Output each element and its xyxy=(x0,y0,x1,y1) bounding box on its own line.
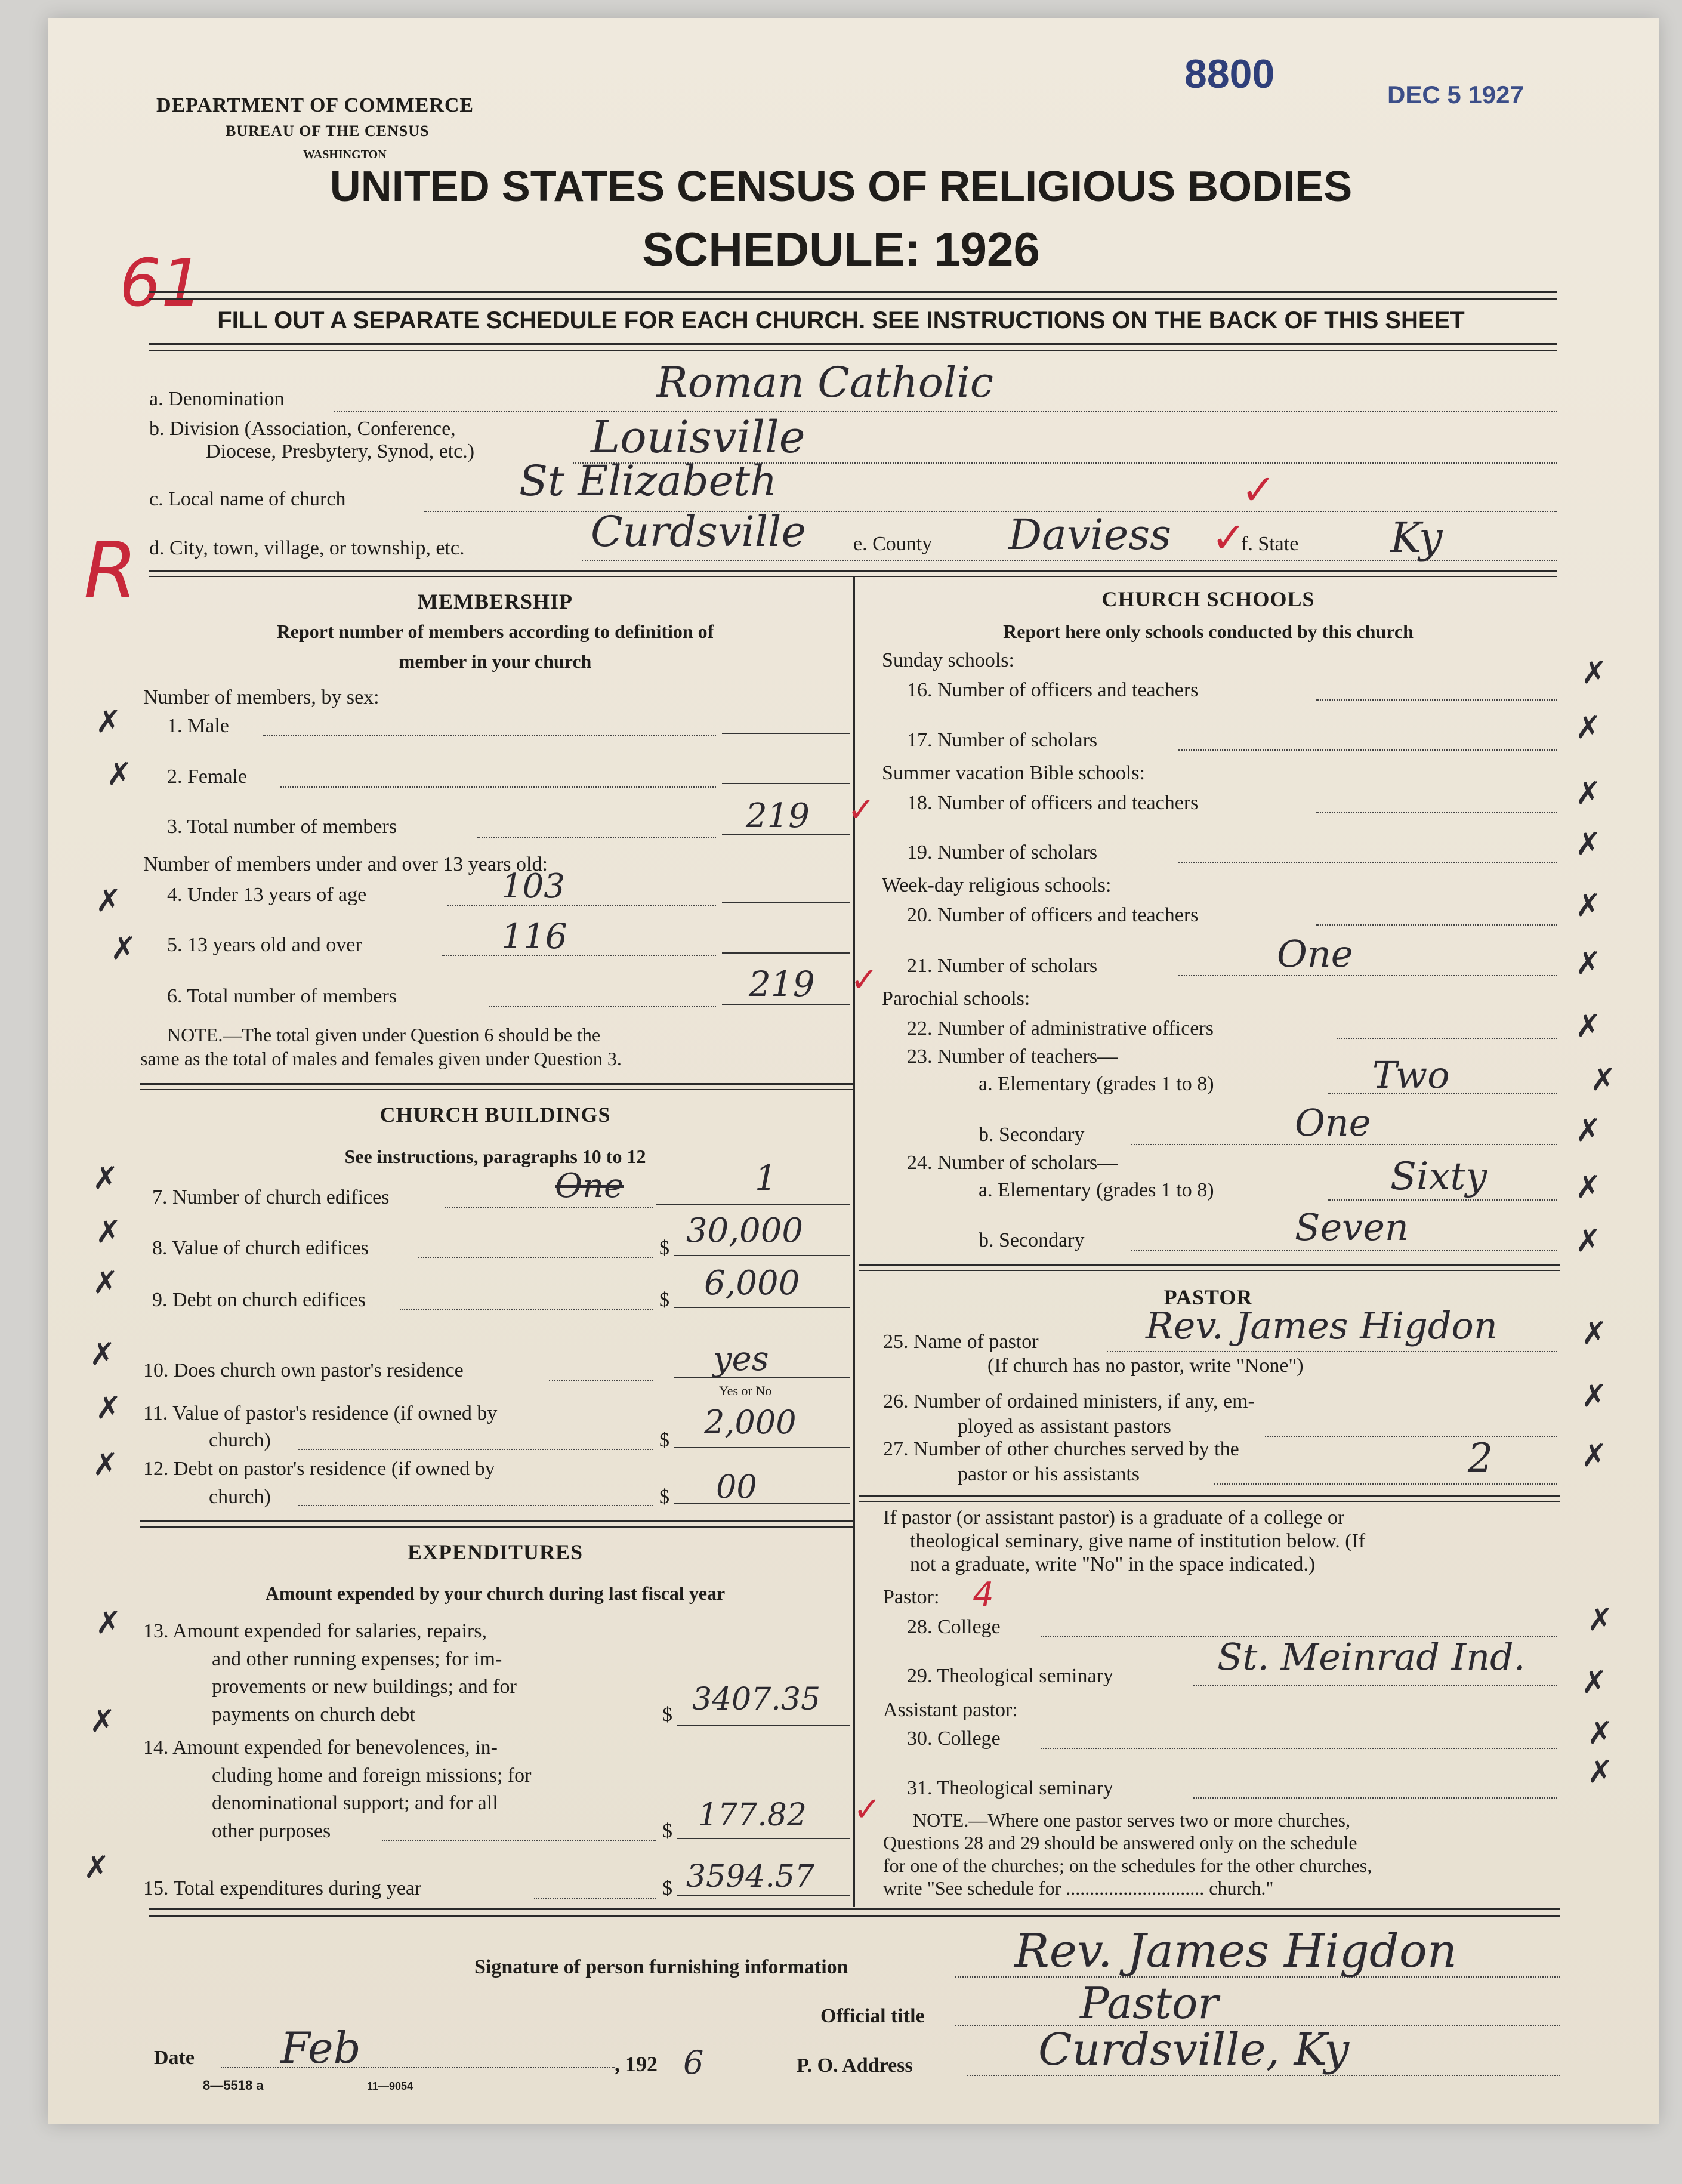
q27-label-1: 27. Number of other churches served by the xyxy=(883,1438,1239,1460)
q13-label-4: payments on church debt xyxy=(212,1704,415,1726)
grad-instruction-1: If pastor (or assistant pastor) is a graduate of a college or xyxy=(883,1507,1345,1529)
q14-label-1: 14. Amount expended for benevolences, in- xyxy=(143,1736,498,1759)
q4-under13-value[interactable]: 103 xyxy=(501,867,565,906)
q16-label: 16. Number of officers and teachers xyxy=(907,679,1199,701)
signature-label: Signature of person furnishing information xyxy=(474,1956,848,1978)
pastor-note-3: for one of the churches; on the schedules for the other churches, xyxy=(883,1855,1372,1876)
x-mark: ✗ xyxy=(1581,655,1607,691)
stamp-number: 8800 xyxy=(1184,51,1275,97)
x-mark: ✗ xyxy=(1581,1438,1607,1474)
po-address-value[interactable]: Curdsville, Ky xyxy=(1038,2024,1349,2075)
q14-label-3: denominational support; and for all xyxy=(212,1792,498,1814)
x-mark: ✗ xyxy=(1587,1716,1613,1751)
q18-label: 18. Number of officers and teachers xyxy=(907,792,1199,814)
red-check-mark-3: ✓ xyxy=(847,791,875,829)
state-value[interactable]: Ky xyxy=(1390,513,1443,562)
red-check-mark: ✓ xyxy=(1241,465,1276,514)
q12-residence-debt-label-2: church) xyxy=(209,1486,271,1508)
q25-hint: (If church has no pastor, write "None") xyxy=(987,1355,1304,1377)
local-name-label: c. Local name of church xyxy=(149,488,346,510)
q1-male-label: 1. Male xyxy=(167,715,229,737)
q7-struck-value: One xyxy=(555,1167,624,1205)
q15-label: 15. Total expenditures during year xyxy=(143,1877,422,1899)
grad-instruction-3: not a graduate, write "No" in the space indicated.) xyxy=(910,1553,1316,1575)
state-label: f. State xyxy=(1241,533,1299,555)
x-mark: ✗ xyxy=(1581,1316,1607,1352)
q30-label: 30. College xyxy=(907,1728,1001,1750)
q12-residence-debt-value[interactable]: 00 xyxy=(716,1468,757,1506)
x-mark: ✗ xyxy=(95,883,122,919)
grad-instruction-2: theological seminary, give name of institution below. (If xyxy=(910,1530,1366,1552)
q24a-label: a. Elementary (grades 1 to 8) xyxy=(979,1179,1214,1201)
form-number-2: 11—9054 xyxy=(367,2080,413,2092)
red-check-mark-4: ✓ xyxy=(850,961,878,1000)
q13-value[interactable]: 3407.35 xyxy=(692,1682,821,1717)
q27-value[interactable]: 2 xyxy=(1468,1435,1493,1481)
dollar-sign: $ xyxy=(659,1289,669,1311)
dollar-sign: $ xyxy=(662,1704,672,1726)
division-label: b. Division (Association, Conference, xyxy=(149,418,456,440)
q3-total-label: 3. Total number of members xyxy=(167,816,397,838)
county-value[interactable]: Daviess xyxy=(1008,510,1172,559)
q9-debt-value[interactable]: 6,000 xyxy=(704,1264,800,1303)
x-mark: ✗ xyxy=(1575,1170,1601,1205)
red-mark-4: 4 xyxy=(973,1575,994,1614)
schools-sub: Report here only schools conducted by this church xyxy=(1003,621,1414,642)
x-mark: ✗ xyxy=(1575,888,1601,924)
q22-label: 22. Number of administrative officers xyxy=(907,1017,1214,1039)
q11-residence-value-label: 11. Value of pastor's residence (if owned by xyxy=(143,1402,498,1424)
red-check-mark-5: ✓ xyxy=(853,1790,881,1829)
year-value[interactable]: 6 xyxy=(683,2044,704,2081)
schedule-year: SCHEDULE: 1926 xyxy=(642,223,1040,276)
q24a-value[interactable]: Sixty xyxy=(1390,1155,1487,1199)
q27-label-2: pastor or his assistants xyxy=(958,1463,1140,1485)
q23b-value[interactable]: One xyxy=(1295,1101,1371,1145)
q23b-label: b. Secondary xyxy=(979,1124,1085,1146)
year-prefix: , 192 xyxy=(615,2052,658,2076)
q11-residence-value-label-2: church) xyxy=(209,1429,271,1451)
q9-debt-label: 9. Debt on church edifices xyxy=(152,1289,366,1311)
x-mark: ✗ xyxy=(95,1390,122,1426)
q24-label: 24. Number of scholars— xyxy=(907,1152,1118,1174)
x-mark: ✗ xyxy=(1575,1113,1601,1149)
sunday-schools-label: Sunday schools: xyxy=(882,649,1014,671)
q7-edifices-value[interactable]: 1 xyxy=(755,1158,777,1198)
x-mark: ✗ xyxy=(92,1265,119,1301)
by-sex-label: Number of members, by sex: xyxy=(143,686,379,708)
q15-value[interactable]: 3594.57 xyxy=(686,1859,815,1895)
form-title: UNITED STATES CENSUS OF RELIGIOUS BODIES xyxy=(329,163,1353,211)
membership-note-2: same as the total of males and females given under Question 3. xyxy=(140,1048,622,1069)
x-mark: ✗ xyxy=(89,1704,116,1739)
q23a-value[interactable]: Two xyxy=(1372,1053,1450,1097)
x-mark: ✗ xyxy=(1581,1378,1607,1414)
denomination-value[interactable]: Roman Catholic xyxy=(656,358,993,407)
q20-label: 20. Number of officers and teachers xyxy=(907,904,1199,926)
dollar-sign: $ xyxy=(659,1486,669,1508)
separate-schedule-instruction: FILL OUT A SEPARATE SCHEDULE FOR EACH CHURCH. SEE INSTRUCTIONS ON THE BACK OF THIS SHEET xyxy=(217,307,1465,334)
schools-header: CHURCH SCHOOLS xyxy=(1101,587,1315,611)
x-mark: ✗ xyxy=(92,1161,119,1196)
under-over-label: Number of members under and over 13 years old: xyxy=(143,853,548,875)
q8-value-value[interactable]: 30,000 xyxy=(686,1211,803,1250)
q31-label: 31. Theological seminary xyxy=(907,1777,1113,1799)
q25-pastor-name[interactable]: Rev. James Higdon xyxy=(1146,1304,1498,1347)
x-mark: ✗ xyxy=(1575,710,1601,746)
q2-female-label: 2. Female xyxy=(167,766,248,788)
q6-total-label: 6. Total number of members xyxy=(167,985,397,1007)
date-label: Date xyxy=(154,2047,195,2069)
x-mark: ✗ xyxy=(1590,1062,1616,1098)
x-mark: ✗ xyxy=(1587,1754,1613,1790)
red-check-mark-2: ✓ xyxy=(1211,513,1246,562)
pastor-note-4: write "See schedule for ............................. church." xyxy=(883,1877,1274,1899)
local-name-value[interactable]: St Elizabeth xyxy=(519,456,777,505)
q6-total-value[interactable]: 219 xyxy=(749,964,815,1004)
q13-label-3: provements or new buildings; and for xyxy=(212,1676,517,1698)
membership-sub-2: member in your church xyxy=(399,650,592,672)
q25-label: 25. Name of pastor xyxy=(883,1331,1039,1353)
date-value[interactable]: Feb xyxy=(280,2023,361,2073)
yes-no-hint: Yes or No xyxy=(719,1383,772,1398)
q21-label: 21. Number of scholars xyxy=(907,955,1098,977)
po-address-label: P. O. Address xyxy=(797,2055,913,2077)
x-mark: ✗ xyxy=(1575,1223,1601,1259)
dollar-sign: $ xyxy=(659,1429,669,1451)
x-mark: ✗ xyxy=(89,1337,116,1372)
expenditures-sub: Amount expended by your church during last fiscal year xyxy=(265,1583,726,1604)
x-mark: ✗ xyxy=(106,757,132,792)
q26-label-1: 26. Number of ordained ministers, if any, em- xyxy=(883,1390,1255,1412)
membership-sub-1: Report number of members according to definition of xyxy=(276,621,714,642)
official-title-label: Official title xyxy=(820,2005,925,2027)
x-mark: ✗ xyxy=(95,1605,122,1641)
summer-schools-label: Summer vacation Bible schools: xyxy=(882,762,1145,784)
membership-note-1: NOTE.—The total given under Question 6 should be the xyxy=(167,1024,601,1045)
q7-edifices-label: 7. Number of church edifices xyxy=(152,1186,390,1208)
dollar-sign: $ xyxy=(659,1237,669,1259)
bureau-label: BUREAU OF THE CENSUS xyxy=(226,122,430,140)
q8-value-label: 8. Value of church edifices xyxy=(152,1237,369,1259)
division-value[interactable]: Louisville xyxy=(591,412,805,463)
buildings-header: CHURCH BUILDINGS xyxy=(379,1103,611,1127)
q4-under13-label: 4. Under 13 years of age xyxy=(167,884,367,906)
buildings-sub: See instructions, paragraphs 10 to 12 xyxy=(344,1146,646,1167)
q13-label-2: and other running expenses; for im- xyxy=(212,1648,502,1670)
city-value[interactable]: Curdsville xyxy=(591,507,806,556)
city-label: WASHINGTON xyxy=(303,148,387,161)
x-mark: ✗ xyxy=(1575,776,1601,812)
form-number-1: 8—5518 a xyxy=(203,2078,264,2093)
q21-value[interactable]: One xyxy=(1277,932,1353,976)
pastor-note-2: Questions 28 and 29 should be answered only on the schedule xyxy=(883,1832,1357,1853)
dept-label: DEPARTMENT OF COMMERCE xyxy=(156,94,474,116)
membership-header: MEMBERSHIP xyxy=(417,590,573,613)
q19-label: 19. Number of scholars xyxy=(907,841,1098,863)
q24b-label: b. Secondary xyxy=(979,1229,1085,1251)
q14-label-4: other purposes xyxy=(212,1820,331,1842)
q26-label-2: ployed as assistant pastors xyxy=(958,1415,1171,1438)
q17-label: 17. Number of scholars xyxy=(907,729,1098,751)
expenditures-header: EXPENDITURES xyxy=(407,1540,584,1564)
q23a-label: a. Elementary (grades 1 to 8) xyxy=(979,1073,1214,1095)
x-mark: ✗ xyxy=(1587,1602,1613,1638)
x-mark: ✗ xyxy=(1575,946,1601,982)
q3-total-value[interactable]: 219 xyxy=(746,797,810,835)
q28-label: 28. College xyxy=(907,1616,1001,1638)
x-mark: ✗ xyxy=(1581,1665,1607,1701)
county-label: e. County xyxy=(853,533,933,555)
weekday-schools-label: Week-day religious schools: xyxy=(882,874,1112,896)
q14-value[interactable]: 177.82 xyxy=(698,1797,807,1833)
parochial-schools-label: Parochial schools: xyxy=(882,988,1030,1010)
q11-residence-value-value[interactable]: 2,000 xyxy=(704,1403,797,1441)
q23-label: 23. Number of teachers— xyxy=(907,1045,1118,1068)
x-mark: ✗ xyxy=(1575,826,1601,862)
signature-value[interactable]: Rev. James Higdon xyxy=(1014,1924,1458,1978)
pastor-header: PASTOR xyxy=(1163,1285,1253,1309)
pastor-note-1: NOTE.—Where one pastor serves two or more churches, xyxy=(913,1809,1351,1831)
stamp-date: DEC 5 1927 xyxy=(1387,81,1524,109)
pastor-sub-label: Pastor: xyxy=(883,1586,940,1608)
red-mark-61: 61 xyxy=(119,245,203,321)
dollar-sign: $ xyxy=(662,1820,672,1842)
city-label: d. City, town, village, or township, etc. xyxy=(149,537,465,559)
q5-13over-value[interactable]: 116 xyxy=(501,916,567,957)
q14-label-2: cluding home and foreign missions; for xyxy=(212,1765,532,1787)
x-mark: ✗ xyxy=(95,1214,122,1250)
dollar-sign: $ xyxy=(662,1877,672,1899)
q13-label-1: 13. Amount expended for salaries, repairs, xyxy=(143,1620,487,1642)
q12-residence-debt-label: 12. Debt on pastor's residence (if owned by xyxy=(143,1458,495,1480)
q5-13over-label: 5. 13 years old and over xyxy=(167,934,362,956)
q24b-value[interactable]: Seven xyxy=(1295,1205,1409,1249)
x-mark: ✗ xyxy=(1575,1008,1601,1044)
official-title-value[interactable]: Pastor xyxy=(1080,1978,1218,2028)
x-mark: ✗ xyxy=(84,1850,110,1886)
q29-seminary-value[interactable]: St. Meinrad Ind. xyxy=(1217,1635,1526,1679)
division-label-2: Diocese, Presbytery, Synod, etc.) xyxy=(206,440,475,462)
q29-label: 29. Theological seminary xyxy=(907,1665,1113,1687)
denomination-label: a. Denomination xyxy=(149,388,285,410)
x-mark: ✗ xyxy=(92,1447,119,1483)
q10-own-residence-value[interactable]: yes xyxy=(713,1340,769,1378)
x-mark: ✗ xyxy=(95,704,122,740)
x-mark: ✗ xyxy=(110,931,137,967)
assistant-pastor-label: Assistant pastor: xyxy=(883,1699,1018,1721)
red-mark-R: R xyxy=(84,525,138,616)
q10-own-residence-label: 10. Does church own pastor's residence xyxy=(143,1359,464,1381)
